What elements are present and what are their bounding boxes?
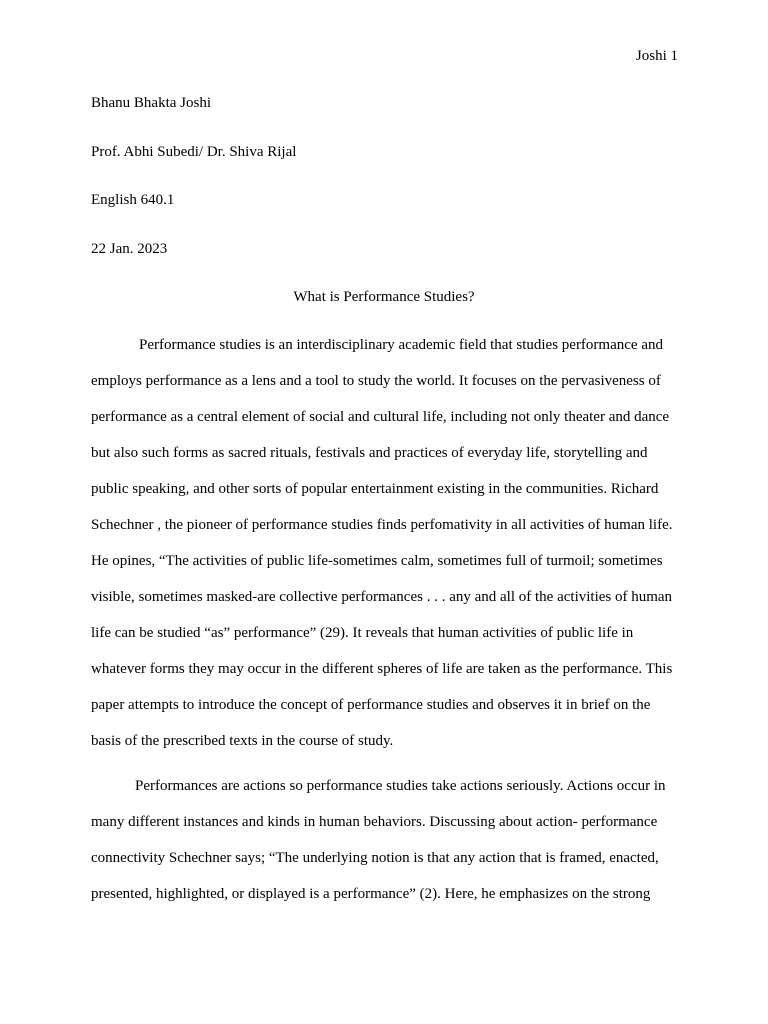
paragraph-line: whatever forms they may occur in the different spheres of life are taken as the performance. This	[91, 661, 673, 677]
paragraph-line: visible, sometimes masked-are collective performances . . . any and all of the activities of human	[91, 589, 673, 605]
paragraph-line: Performance studies is an interdisciplinary academic field that studies performance and	[139, 337, 663, 353]
running-head: Joshi 1	[635, 48, 678, 64]
essay-title: What is Performance Studies?	[293, 289, 475, 305]
paragraph-line: employs performance as a lens and a tool to study the world. It focuses on the pervasiveness of	[91, 373, 661, 389]
paragraph-2	[91, 768, 677, 912]
paragraph-line: but also such forms as sacred rituals, festivals and practices of everyday life, storytelling and	[91, 445, 648, 461]
paragraph-line: connectivity Schechner says; “The underlying notion is that any action that is framed, enacted,	[91, 850, 659, 866]
paragraph-line: presented, highlighted, or displayed is a performance” (2). Here, he emphasizes on the strong	[91, 886, 651, 902]
paragraph-line: paper attempts to introduce the concept of performance studies and observes it in brief on the	[91, 697, 651, 713]
paragraph-1	[91, 327, 677, 759]
paragraph-line: Schechner , the pioneer of performance studies finds perfomativity in all activities of human life.	[91, 517, 673, 533]
paragraph-line: public speaking, and other sorts of popular entertainment existing in the communities. Richard	[91, 481, 659, 497]
date: 22 Jan. 2023	[91, 241, 168, 257]
paragraph-line: He opines, “The activities of public life-sometimes calm, sometimes full of turmoil; sometimes	[91, 553, 663, 569]
professor-names: Prof. Abhi Subedi/ Dr. Shiva Rijal	[91, 144, 297, 160]
paragraph-line: many different instances and kinds in human behaviors. Discussing about action- performance	[91, 814, 658, 830]
paragraph-line: basis of the prescribed texts in the course of study.	[91, 733, 394, 749]
course-name: English 640.1	[91, 192, 175, 208]
paragraph-line: performance as a central element of social and cultural life, including not only theater and dance	[91, 409, 670, 425]
paragraph-line: Performances are actions so performance studies take actions seriously. Actions occur in	[135, 778, 666, 794]
author-name: Bhanu Bhakta Joshi	[91, 95, 211, 111]
paragraph-line: life can be studied “as” performance” (29). It reveals that human activities of public life in	[91, 625, 634, 641]
